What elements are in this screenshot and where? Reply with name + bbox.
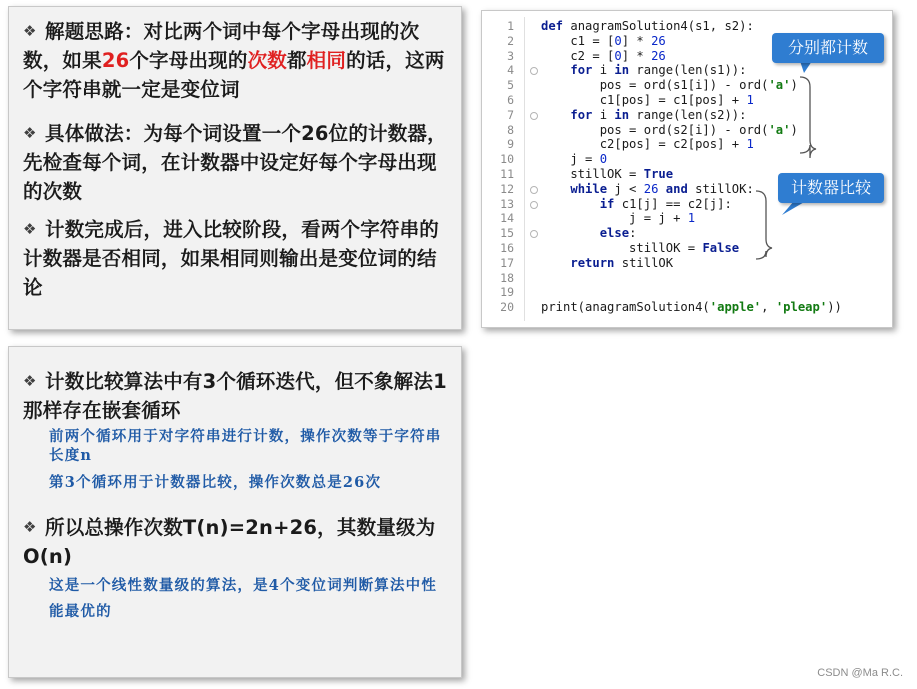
bullet-total-ops <box>23 513 453 571</box>
bullet-text-run: 的话，这两个字符串就一定是变位词 <box>23 49 445 101</box>
code-token: j < <box>607 181 644 196</box>
code-token: 0 <box>614 33 622 48</box>
bullet-compare <box>23 215 453 302</box>
code-token: def <box>541 19 564 33</box>
diamond-bullet-icon: ❖ <box>23 220 37 238</box>
line-number: 6 <box>507 93 514 107</box>
code-token: stillOK: <box>687 181 754 196</box>
line-number: 13 <box>500 196 514 211</box>
code-token: ) <box>790 78 798 93</box>
code-token <box>658 182 665 196</box>
code-text <box>541 197 732 212</box>
code-text <box>541 152 607 167</box>
code-token: ] * <box>621 48 652 63</box>
code-text <box>541 300 842 315</box>
code-token <box>541 256 570 270</box>
code-token: 'apple' <box>709 300 762 315</box>
code-token: stillOK = <box>541 167 644 181</box>
fold-marker-icon <box>530 230 538 238</box>
line-number: 19 <box>500 285 514 300</box>
line-number: 3 <box>507 48 514 63</box>
line-number: 15 <box>500 226 514 241</box>
code-token: print(anagramSolution4( <box>541 300 710 315</box>
code-token: ) <box>790 122 798 137</box>
code-token: False <box>702 241 740 255</box>
sub-point-compare-loop: 第3个循环用于计数器比较，操作次数总是26次 <box>49 474 382 491</box>
bullet-text-run: 计数完成后，进入比较阶段，看两个字符串的计数器是否相同，如果相同则输出是变位词的结论 <box>23 218 440 299</box>
code-text <box>541 137 754 152</box>
code-token: while <box>570 181 608 196</box>
diamond-bullet-icon: ❖ <box>23 22 37 40</box>
fold-marker-icon <box>530 186 538 194</box>
bullet-total-ops-text: 所以总操作次数T(n)=2n+26，其数量级为O(n) <box>23 516 436 568</box>
code-text <box>541 256 673 271</box>
sub-point-linear: 这是一个线性数量级的算法，是4个变位词判断算法中性能最优的 <box>49 577 438 620</box>
code-token: stillOK = <box>541 241 703 255</box>
fold-marker-icon <box>530 67 538 75</box>
code-token: c2[pos] = c2[pos] + <box>541 137 747 152</box>
highlight-text: 26 <box>101 49 130 72</box>
code-token: return <box>570 255 615 270</box>
fold-marker-icon <box>530 201 538 209</box>
callout-count-separately: 分别都计数 <box>772 33 884 63</box>
line-number: 18 <box>500 270 514 285</box>
code-token: c1[j] == c2[j]: <box>614 196 732 211</box>
code-token: ] * <box>621 33 652 48</box>
bullet-compare-text <box>23 218 439 299</box>
code-text <box>541 63 746 78</box>
line-number: 11 <box>500 167 514 181</box>
watermark: CSDN @Ma R.C. <box>817 667 903 679</box>
code-token: pos = ord(s1[i]) - ord( <box>541 78 769 93</box>
code-text <box>541 93 754 108</box>
code-token: 1 <box>746 93 754 107</box>
code-token: if <box>599 196 615 211</box>
code-token: 0 <box>599 152 608 167</box>
code-text <box>541 78 798 93</box>
code-token <box>541 63 570 77</box>
code-token: 1 <box>746 137 754 152</box>
code-text <box>541 182 754 197</box>
highlight-text: 相同 <box>306 49 347 72</box>
code-token: j = <box>541 152 600 167</box>
brace-compare-loop <box>756 191 772 259</box>
line-number: 16 <box>500 241 514 255</box>
code-token: 1 <box>687 211 696 226</box>
code-token: and <box>665 181 688 196</box>
diamond-bullet-icon: ❖ <box>23 372 37 390</box>
code-token: 0 <box>614 48 622 63</box>
code-token <box>541 226 600 240</box>
code-token: 'a' <box>768 122 791 137</box>
line-number: 8 <box>507 122 514 137</box>
code-token: in <box>614 63 630 78</box>
code-screenshot-panel <box>481 10 893 328</box>
highlight-text: 次数 <box>247 49 287 72</box>
code-token: pos = ord(s2[i]) - ord( <box>541 122 769 137</box>
brace-count-loops <box>800 77 816 158</box>
sub-point-counting-loops: 前两个循环用于对字符串进行计数，操作次数等于字符串长度n <box>49 428 442 464</box>
code-token: )) <box>827 300 842 315</box>
editor-gutter-divider <box>524 17 525 321</box>
code-token: in <box>614 107 630 122</box>
code-token: else <box>599 226 630 241</box>
code-text <box>541 226 636 241</box>
code-token: for <box>570 107 593 122</box>
code-text <box>541 123 798 138</box>
bullet-approach <box>23 17 453 104</box>
line-number: 20 <box>500 300 514 315</box>
code-token: 26 <box>651 33 666 48</box>
code-text <box>541 19 754 34</box>
code-text <box>541 108 746 123</box>
code-token: j = j + <box>541 211 688 226</box>
line-number: 12 <box>500 181 514 196</box>
code-token <box>541 182 570 196</box>
code-token: c2 = [ <box>541 48 615 63</box>
code-token: 'a' <box>768 78 791 93</box>
line-number: 10 <box>500 152 514 167</box>
code-text <box>541 49 666 64</box>
bullet-three-loops <box>23 367 453 425</box>
code-token: range(len(s1)): <box>629 63 747 78</box>
code-token <box>541 108 570 122</box>
line-number: 17 <box>500 255 514 270</box>
code-text <box>541 167 673 182</box>
code-token: c1[pos] = c1[pos] + <box>541 93 747 107</box>
bullet-text-run: 具体做法：为每个词设置一个26位的计数器，先检查每个词，在计数器中设定好每个字母出现的次数 <box>23 122 447 203</box>
code-token: for <box>570 63 593 78</box>
diamond-bullet-icon: ❖ <box>23 124 37 142</box>
code-token: c1 = [ <box>541 33 615 48</box>
line-number: 14 <box>500 211 514 226</box>
line-number: 2 <box>507 33 514 48</box>
diamond-bullet-icon: ❖ <box>23 518 37 536</box>
callout-compare-pointer <box>782 201 806 215</box>
code-token: 26 <box>651 48 666 63</box>
code-token: range(len(s2)): <box>629 107 747 122</box>
bullet-text-run: 个字母出现的 <box>129 49 248 72</box>
bullet-three-loops-text: 计数比较算法中有3个循环迭代，但不象解法1那样存在嵌套循环 <box>23 370 447 422</box>
code-token: anagramSolution4(s1, s2): <box>563 19 754 33</box>
code-token: True <box>643 167 674 181</box>
code-token: , <box>761 300 776 315</box>
code-token <box>541 197 600 211</box>
fold-marker-icon <box>530 112 538 120</box>
code-token: 'pleap' <box>775 300 828 315</box>
code-token: stillOK <box>614 255 674 270</box>
bullet-text-run: 解题思路：对比两个词中每个字母出现的次数，如果 <box>23 20 420 72</box>
bullet-text-run: 都 <box>286 49 307 72</box>
line-number: 1 <box>507 19 514 33</box>
bullet-method <box>23 119 453 206</box>
line-number: 9 <box>507 137 514 152</box>
line-number: 7 <box>507 107 514 122</box>
callout-counter-compare: 计数器比较 <box>778 173 884 203</box>
bullet-approach-text <box>23 20 445 101</box>
top-left-slide-panel <box>8 6 462 330</box>
code-token: i <box>592 63 615 78</box>
bullet-method-text <box>23 122 447 203</box>
code-token: i <box>592 107 615 122</box>
code-text <box>541 211 695 226</box>
code-text <box>541 241 739 256</box>
code-token: 26 <box>643 181 659 196</box>
code-text <box>541 34 666 49</box>
code-token: : <box>629 226 637 241</box>
line-number: 5 <box>507 78 514 93</box>
line-number: 4 <box>507 63 514 78</box>
bottom-left-slide-panel <box>8 346 462 678</box>
